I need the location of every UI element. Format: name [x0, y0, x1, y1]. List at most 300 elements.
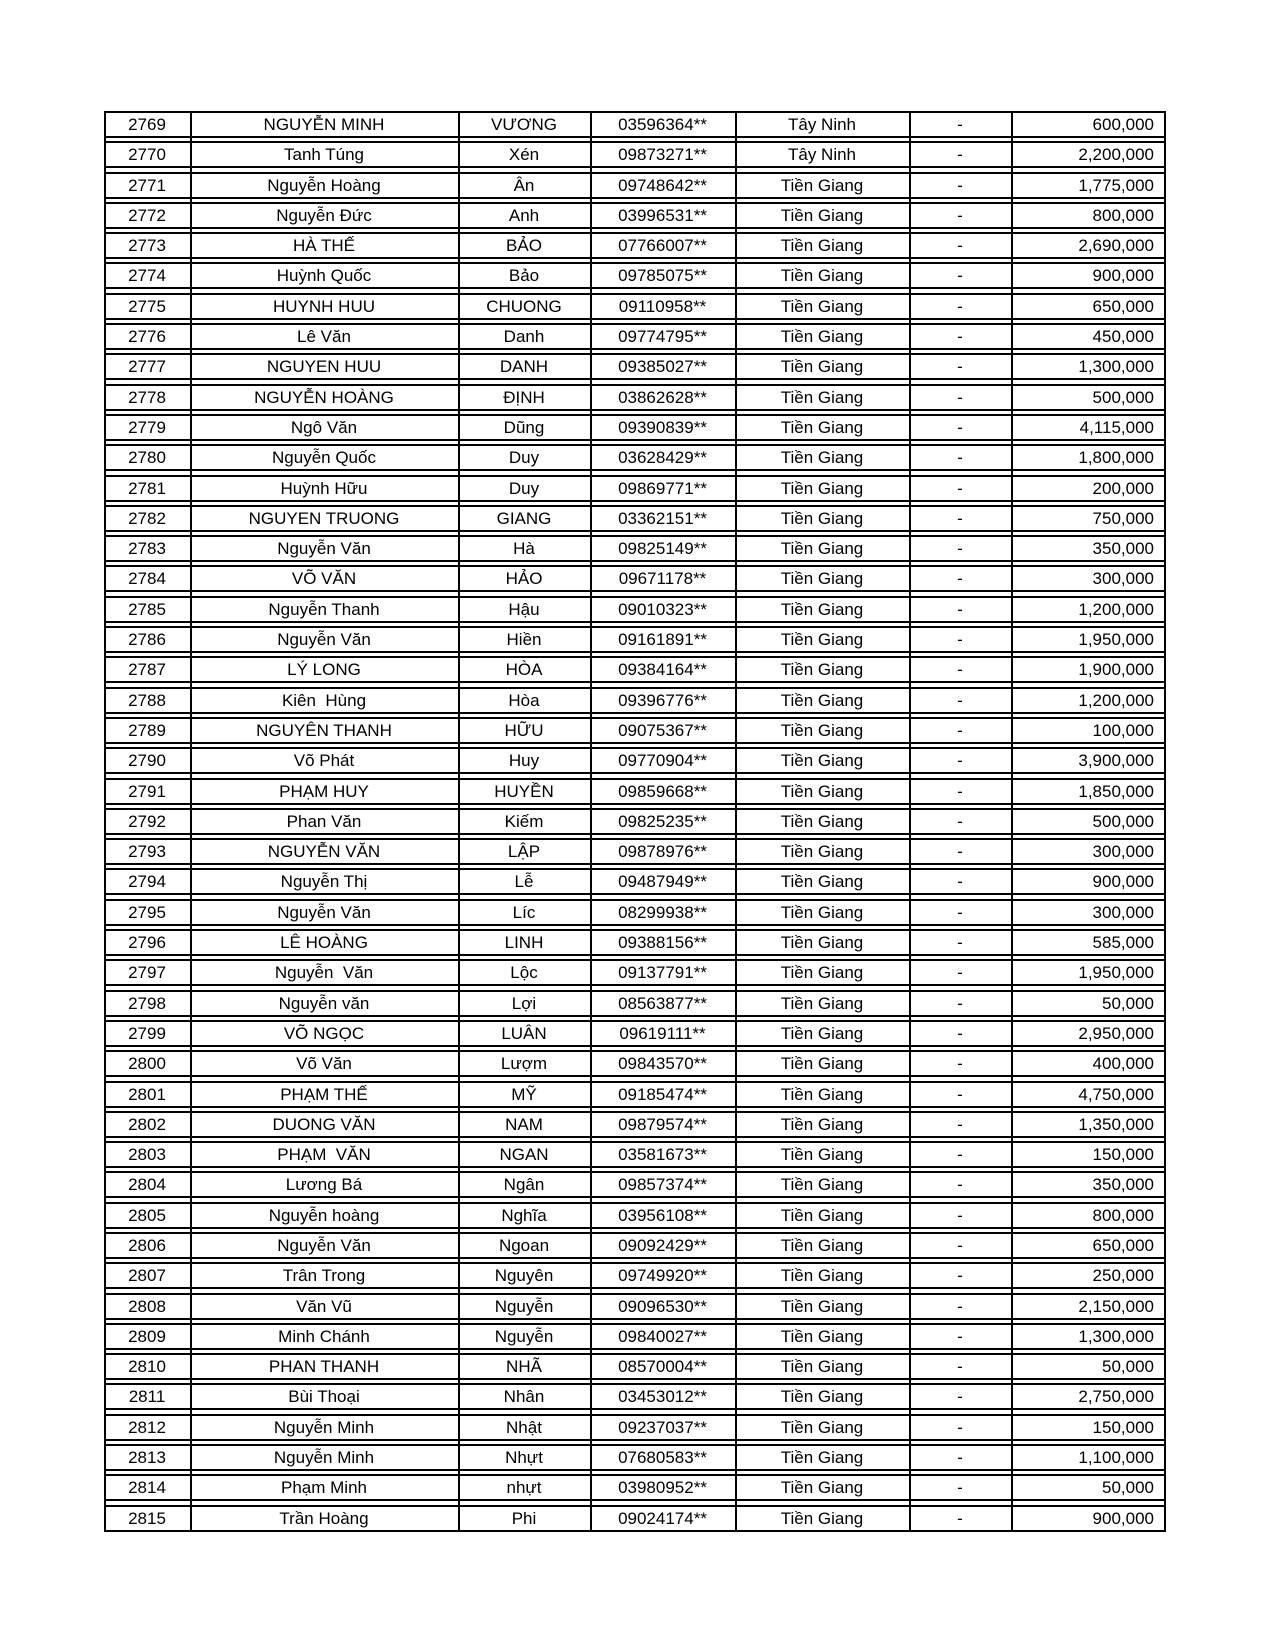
cell-index-number: 2815	[128, 1508, 166, 1528]
cell-given-name: Nhân	[503, 1387, 545, 1407]
cell-phone-masked: 03956108**	[618, 1205, 707, 1225]
cell-index-number: 2779	[128, 417, 166, 437]
cell-dash: -	[957, 1266, 963, 1286]
table-row	[104, 535, 1166, 562]
cell-given-name: Líc	[512, 902, 536, 922]
cell-dash: -	[957, 902, 963, 922]
cell-province: Tiền Giang	[780, 1417, 864, 1437]
cell-index-number: 2782	[128, 508, 166, 528]
cell-phone-masked: 03581673**	[618, 1145, 707, 1165]
cell-given-name: CHUONG	[486, 296, 562, 316]
cell-dash: -	[957, 569, 963, 589]
cell-first-middle-name: Nguyễn Quốc	[272, 448, 376, 468]
table-row	[104, 838, 1166, 865]
cell-given-name: Hậu	[508, 599, 540, 619]
cell-dash: -	[957, 145, 963, 165]
cell-province: Tiền Giang	[780, 690, 864, 710]
cell-phone-masked: 09859668**	[618, 781, 707, 801]
cell-given-name: Phi	[511, 1508, 537, 1528]
cell-index-number: 2802	[128, 1114, 166, 1134]
cell-province: Tiền Giang	[780, 266, 864, 286]
cell-phone-masked: 08570004**	[618, 1357, 707, 1377]
cell-amount: 1,350,000	[1078, 1114, 1154, 1134]
cell-given-name: Lợi	[511, 993, 537, 1013]
cell-province: Tiền Giang	[780, 387, 864, 407]
cell-given-name: NGAN	[499, 1145, 549, 1165]
table-row	[104, 868, 1166, 895]
cell-first-middle-name: Văn Vũ	[296, 1296, 352, 1316]
cell-province: Tiền Giang	[780, 811, 864, 831]
cell-dash: -	[957, 387, 963, 407]
cell-phone-masked: 09857374**	[618, 1175, 707, 1195]
cell-province: Tiền Giang	[780, 1114, 864, 1134]
table-row	[104, 172, 1166, 199]
cell-amount: 1,200,000	[1078, 599, 1154, 619]
participants-table	[104, 111, 1166, 1532]
cell-first-middle-name: Tanh Túng	[283, 145, 365, 165]
cell-phone-masked: 09185474**	[618, 1084, 707, 1104]
cell-province: Tiền Giang	[780, 1054, 864, 1074]
table-row	[104, 687, 1166, 714]
table-row	[104, 1323, 1166, 1350]
cell-phone-masked: 03453012**	[618, 1387, 707, 1407]
cell-phone-masked: 09388156**	[618, 933, 707, 953]
cell-province: Tiền Giang	[780, 1266, 864, 1286]
table-row	[104, 717, 1166, 744]
cell-province: Tiền Giang	[780, 508, 864, 528]
cell-amount: 2,150,000	[1078, 1296, 1154, 1316]
cell-dash: -	[957, 1387, 963, 1407]
cell-province: Tiền Giang	[780, 1508, 864, 1528]
cell-amount: 1,950,000	[1078, 630, 1154, 650]
cell-amount: 4,750,000	[1078, 1084, 1154, 1104]
cell-phone-masked: 09825149**	[618, 539, 707, 559]
cell-given-name: HÒA	[505, 660, 543, 680]
cell-dash: -	[957, 781, 963, 801]
cell-phone-masked: 09843570**	[618, 1054, 707, 1074]
cell-phone-masked: 09075367**	[618, 720, 707, 740]
cell-given-name: Xén	[508, 145, 540, 165]
cell-amount: 600,000	[1092, 115, 1154, 134]
cell-first-middle-name: Nguyễn Văn	[277, 902, 371, 922]
cell-given-name: Lễ	[514, 872, 534, 892]
cell-phone-masked: 08299938**	[618, 902, 707, 922]
cell-dash: -	[957, 115, 963, 134]
cell-index-number: 2769	[128, 115, 166, 134]
cell-first-middle-name: Phan Văn	[286, 811, 362, 831]
cell-phone-masked: 09825235**	[618, 811, 707, 831]
cell-phone-masked: 09619111**	[619, 1023, 706, 1043]
cell-dash: -	[957, 236, 963, 256]
cell-amount: 100,000	[1092, 720, 1154, 740]
cell-given-name: Nguyễn	[494, 1296, 554, 1316]
cell-first-middle-name: Nguyễn Hoàng	[267, 175, 381, 195]
cell-index-number: 2777	[128, 357, 166, 377]
cell-province: Tiền Giang	[780, 175, 864, 195]
cell-province: Tiền Giang	[780, 1023, 864, 1043]
cell-given-name: Nhật	[506, 1417, 542, 1437]
cell-first-middle-name: LÊ HOÀNG	[280, 933, 368, 953]
cell-given-name: ĐỊNH	[503, 387, 545, 407]
cell-given-name: Ngoan	[498, 1235, 550, 1255]
cell-first-middle-name: Huỳnh Quốc	[276, 266, 372, 286]
cell-first-middle-name: Nguyễn Minh	[273, 1417, 375, 1437]
cell-index-number: 2812	[128, 1417, 166, 1437]
cell-dash: -	[957, 1023, 963, 1043]
cell-given-name: Danh	[503, 327, 545, 347]
cell-dash: -	[957, 1296, 963, 1316]
cell-phone-masked: 09873271**	[618, 145, 707, 165]
cell-dash: -	[957, 1448, 963, 1468]
cell-province: Tiền Giang	[780, 539, 864, 559]
cell-index-number: 2796	[128, 933, 166, 953]
cell-first-middle-name: VÕ NGỌC	[283, 1023, 365, 1043]
cell-dash: -	[957, 933, 963, 953]
cell-given-name: Nghĩa	[501, 1205, 547, 1225]
cell-phone-masked: 09840027**	[618, 1326, 707, 1346]
cell-phone-masked: 09092429**	[618, 1235, 707, 1255]
cell-index-number: 2800	[128, 1054, 166, 1074]
cell-amount: 50,000	[1102, 1478, 1154, 1498]
cell-index-number: 2792	[128, 811, 166, 831]
cell-first-middle-name: Kiên Hùng	[281, 690, 367, 710]
cell-phone-masked: 03362151**	[618, 508, 707, 528]
cell-dash: -	[957, 1417, 963, 1437]
cell-amount: 1,850,000	[1078, 781, 1154, 801]
cell-given-name: GIANG	[496, 508, 552, 528]
cell-amount: 1,775,000	[1078, 175, 1154, 195]
cell-phone-masked: 03980952**	[618, 1478, 707, 1498]
cell-first-middle-name: Phạm Minh	[281, 1478, 367, 1498]
cell-amount: 50,000	[1102, 1357, 1154, 1377]
cell-province: Tiền Giang	[780, 1326, 864, 1346]
cell-given-name: Lượm	[500, 1054, 548, 1074]
cell-province: Tiền Giang	[780, 842, 864, 862]
cell-first-middle-name: NGUYEN HUU	[266, 357, 382, 377]
cell-phone-masked: 09749920**	[618, 1266, 707, 1286]
cell-first-middle-name: Nguyễn Văn	[277, 539, 371, 559]
cell-province: Tiền Giang	[780, 933, 864, 953]
cell-amount: 1,100,000	[1078, 1448, 1154, 1468]
table-row	[104, 232, 1166, 259]
table-row	[104, 1141, 1166, 1168]
cell-first-middle-name: HÀ THẾ	[292, 236, 356, 256]
cell-first-middle-name: Nguyễn hoàng	[268, 1205, 380, 1225]
table-row	[104, 1050, 1166, 1077]
cell-index-number: 2790	[128, 751, 166, 771]
cell-dash: -	[957, 1326, 963, 1346]
cell-amount: 350,000	[1092, 1175, 1154, 1195]
cell-dash: -	[957, 266, 963, 286]
table-row	[104, 899, 1166, 926]
cell-index-number: 2771	[128, 175, 166, 195]
cell-phone-masked: 09774795**	[618, 327, 707, 347]
cell-first-middle-name: HUYNH HUU	[273, 296, 375, 316]
table-row	[104, 1505, 1166, 1532]
cell-index-number: 2789	[128, 720, 166, 740]
cell-amount: 900,000	[1092, 1508, 1154, 1528]
table-row	[104, 141, 1166, 168]
cell-province: Tiền Giang	[780, 872, 864, 892]
cell-dash: -	[957, 357, 963, 377]
cell-phone-masked: 07680583**	[618, 1448, 707, 1468]
cell-dash: -	[957, 1084, 963, 1104]
cell-first-middle-name: Ngô Văn	[290, 417, 358, 437]
cell-given-name: Duy	[508, 478, 540, 498]
cell-phone-masked: 03628429**	[618, 448, 707, 468]
cell-amount: 150,000	[1092, 1145, 1154, 1165]
table-row	[104, 1444, 1166, 1471]
cell-first-middle-name: NGUYEN TRUONG	[248, 508, 400, 528]
cell-dash: -	[957, 811, 963, 831]
cell-index-number: 2799	[128, 1023, 166, 1043]
cell-amount: 2,690,000	[1078, 236, 1154, 256]
cell-given-name: Huy	[508, 751, 540, 771]
cell-first-middle-name: Bùi Thoại	[288, 1387, 360, 1407]
cell-province: Tiền Giang	[780, 205, 864, 225]
cell-first-middle-name: PHẠM HUY	[279, 781, 369, 801]
cell-phone-masked: 09390839**	[618, 417, 707, 437]
cell-first-middle-name: Trần Hoàng	[279, 1508, 369, 1528]
cell-dash: -	[957, 175, 963, 195]
cell-first-middle-name: Minh Chánh	[278, 1326, 370, 1346]
cell-province: Tiền Giang	[780, 1357, 864, 1377]
cell-phone-masked: 09878976**	[618, 842, 707, 862]
table-row	[104, 959, 1166, 986]
cell-first-middle-name: NGUYÊN THANH	[256, 720, 392, 740]
cell-dash: -	[957, 599, 963, 619]
cell-province: Tiền Giang	[780, 660, 864, 680]
cell-amount: 400,000	[1092, 1054, 1154, 1074]
cell-amount: 1,900,000	[1078, 660, 1154, 680]
cell-index-number: 2797	[128, 963, 166, 983]
cell-amount: 300,000	[1092, 842, 1154, 862]
cell-given-name: Hòa	[508, 690, 540, 710]
cell-amount: 3,900,000	[1078, 751, 1154, 771]
cell-dash: -	[957, 1205, 963, 1225]
cell-index-number: 2793	[128, 842, 166, 862]
cell-given-name: Bảo	[508, 266, 540, 286]
cell-given-name: HỮU	[504, 720, 544, 740]
table-row	[104, 262, 1166, 289]
cell-amount: 650,000	[1092, 1235, 1154, 1255]
cell-province: Tiền Giang	[780, 1205, 864, 1225]
cell-first-middle-name: PHAN THANH	[268, 1357, 380, 1377]
cell-first-middle-name: Nguyễn Thanh	[268, 599, 380, 619]
cell-amount: 1,300,000	[1078, 357, 1154, 377]
cell-phone-masked: 09671178**	[618, 569, 707, 589]
cell-phone-masked: 03596364**	[618, 115, 707, 134]
table-row	[104, 1171, 1166, 1198]
cell-first-middle-name: Nguyễn Đức	[276, 205, 372, 225]
cell-first-middle-name: PHẠM THẾ	[280, 1084, 368, 1104]
cell-given-name: Lộc	[510, 963, 538, 983]
cell-dash: -	[957, 539, 963, 559]
cell-phone-masked: 09024174**	[618, 1508, 707, 1528]
cell-dash: -	[957, 1114, 963, 1134]
cell-dash: -	[957, 508, 963, 528]
cell-index-number: 2813	[128, 1448, 166, 1468]
table-row	[104, 1414, 1166, 1441]
cell-amount: 800,000	[1092, 1205, 1154, 1225]
table-row	[104, 353, 1166, 380]
table-row	[104, 293, 1166, 320]
cell-given-name: Anh	[508, 205, 540, 225]
cell-amount: 300,000	[1092, 569, 1154, 589]
cell-index-number: 2774	[128, 266, 166, 286]
cell-phone-masked: 09385027**	[618, 357, 707, 377]
cell-amount: 350,000	[1092, 539, 1154, 559]
cell-index-number: 2801	[128, 1084, 166, 1104]
table-row	[104, 111, 1166, 138]
cell-index-number: 2780	[128, 448, 166, 468]
cell-index-number: 2787	[128, 660, 166, 680]
table-body	[104, 111, 1166, 1532]
cell-province: Tây Ninh	[787, 145, 857, 165]
cell-first-middle-name: Nguyễn Thị	[280, 872, 368, 892]
cell-given-name: Hà	[513, 539, 535, 559]
cell-index-number: 2804	[128, 1175, 166, 1195]
cell-dash: -	[957, 660, 963, 680]
table-row	[104, 626, 1166, 653]
cell-index-number: 2770	[128, 145, 166, 165]
table-row	[104, 384, 1166, 411]
cell-amount: 900,000	[1092, 872, 1154, 892]
table-row	[104, 1202, 1166, 1229]
cell-index-number: 2803	[128, 1145, 166, 1165]
cell-phone-masked: 09748642**	[618, 175, 707, 195]
cell-dash: -	[957, 1235, 963, 1255]
table-row	[104, 475, 1166, 502]
cell-phone-masked: 09785075**	[618, 266, 707, 286]
cell-province: Tiền Giang	[780, 993, 864, 1013]
cell-amount: 2,950,000	[1078, 1023, 1154, 1043]
cell-amount: 250,000	[1092, 1266, 1154, 1286]
cell-province: Tiền Giang	[780, 1175, 864, 1195]
cell-province: Tiền Giang	[780, 1145, 864, 1165]
cell-dash: -	[957, 751, 963, 771]
cell-province: Tiền Giang	[780, 902, 864, 922]
cell-phone-masked: 07766007**	[618, 236, 707, 256]
cell-amount: 500,000	[1092, 387, 1154, 407]
cell-given-name: Ân	[513, 175, 535, 195]
cell-index-number: 2811	[128, 1387, 166, 1407]
cell-province: Tiền Giang	[780, 781, 864, 801]
table-row	[104, 1353, 1166, 1380]
cell-phone-masked: 03862628**	[618, 387, 707, 407]
cell-phone-masked: 09010323**	[618, 599, 707, 619]
cell-amount: 4,115,000	[1079, 417, 1154, 437]
cell-province: Tiền Giang	[780, 236, 864, 256]
table-row	[104, 747, 1166, 774]
cell-index-number: 2794	[128, 872, 166, 892]
cell-index-number: 2783	[128, 539, 166, 559]
table-row	[104, 202, 1166, 229]
cell-province: Tiền Giang	[780, 327, 864, 347]
cell-phone-masked: 09869771**	[618, 478, 707, 498]
table-row	[104, 1262, 1166, 1289]
cell-phone-masked: 09487949**	[618, 872, 707, 892]
table-row	[104, 1383, 1166, 1410]
table-row	[104, 1111, 1166, 1138]
cell-amount: 800,000	[1092, 205, 1154, 225]
cell-first-middle-name: Nguyễn Minh	[273, 1448, 375, 1468]
cell-given-name: LINH	[504, 933, 544, 953]
cell-amount: 2,750,000	[1078, 1387, 1154, 1407]
cell-amount: 650,000	[1092, 296, 1154, 316]
cell-first-middle-name: Nguyễn Văn	[274, 963, 374, 983]
cell-given-name: Nguyễn	[494, 1326, 554, 1346]
cell-first-middle-name: LÝ LONG	[287, 660, 361, 680]
cell-phone-masked: 09879574**	[618, 1114, 707, 1134]
table-row	[104, 505, 1166, 532]
cell-phone-masked: 09384164**	[618, 660, 707, 680]
cell-given-name: HUYỀN	[494, 781, 554, 801]
cell-province: Tiền Giang	[780, 417, 864, 437]
cell-phone-masked: 09161891**	[618, 630, 707, 650]
cell-province: Tiền Giang	[780, 569, 864, 589]
cell-amount: 1,200,000	[1078, 690, 1154, 710]
cell-dash: -	[957, 327, 963, 347]
cell-amount: 2,200,000	[1078, 145, 1154, 165]
cell-dash: -	[957, 720, 963, 740]
cell-index-number: 2785	[128, 599, 166, 619]
cell-index-number: 2781	[128, 478, 166, 498]
cell-given-name: NAM	[505, 1114, 543, 1134]
cell-index-number: 2788	[128, 690, 166, 710]
cell-index-number: 2784	[128, 569, 166, 589]
cell-first-middle-name: Trân Trong	[282, 1266, 366, 1286]
cell-dash: -	[957, 993, 963, 1013]
cell-given-name: DANH	[499, 357, 549, 377]
cell-dash: -	[957, 1175, 963, 1195]
cell-given-name: LUÂN	[501, 1023, 547, 1043]
cell-given-name: Nhựt	[505, 1448, 543, 1468]
cell-phone-masked: 03996531**	[618, 205, 707, 225]
cell-province: Tiền Giang	[780, 478, 864, 498]
table-row	[104, 596, 1166, 623]
cell-given-name: HẢO	[505, 569, 543, 589]
table-row	[104, 414, 1166, 441]
cell-amount: 1,300,000	[1078, 1326, 1154, 1346]
cell-index-number: 2773	[128, 236, 166, 256]
cell-dash: -	[957, 448, 963, 468]
cell-amount: 900,000	[1092, 266, 1154, 286]
table-row	[104, 1232, 1166, 1259]
cell-province: Tiền Giang	[780, 720, 864, 740]
cell-index-number: 2810	[128, 1357, 166, 1377]
cell-index-number: 2809	[128, 1326, 166, 1346]
cell-index-number: 2772	[128, 205, 166, 225]
cell-amount: 200,000	[1092, 478, 1154, 498]
cell-first-middle-name: VÕ VĂN	[291, 569, 357, 589]
table-row	[104, 323, 1166, 350]
cell-index-number: 2786	[128, 630, 166, 650]
table-row	[104, 1020, 1166, 1047]
cell-phone-masked: 09110958**	[618, 296, 707, 316]
cell-given-name: Kiếm	[504, 811, 544, 831]
cell-index-number: 2814	[128, 1478, 166, 1498]
cell-index-number: 2805	[128, 1205, 166, 1225]
cell-first-middle-name: NGUYỄN MINH	[263, 115, 385, 134]
cell-dash: -	[957, 842, 963, 862]
cell-given-name: NHÃ	[506, 1357, 542, 1377]
table-row	[104, 808, 1166, 835]
cell-given-name: Hiền	[506, 630, 542, 650]
cell-first-middle-name: Huỳnh Hữu	[280, 478, 368, 498]
cell-amount: 150,000	[1092, 1417, 1154, 1437]
cell-given-name: VƯƠNG	[491, 115, 557, 134]
